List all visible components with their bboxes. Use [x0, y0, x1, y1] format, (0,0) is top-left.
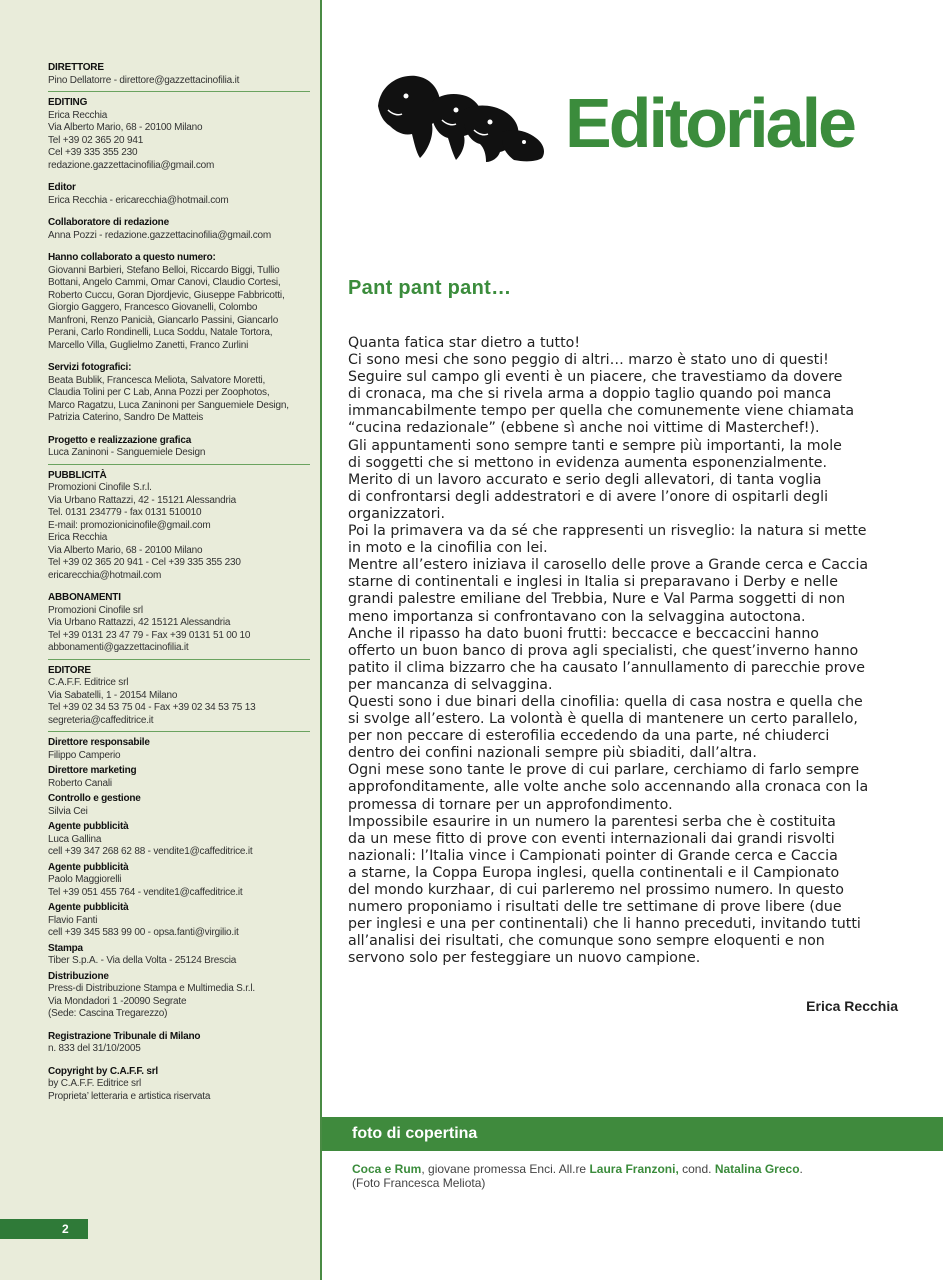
article-line: per inglesi e una per continentali) che li hanno preceduti, invitando tutti: [348, 916, 861, 933]
article-line: starne di continentali e inglesi in Italia si preparavano i Derby e nelle: [348, 574, 838, 591]
cover-photo-bar: foto di copertina: [322, 1117, 943, 1151]
credit-line: Tel +39 02 365 20 941 - Cel +39 335 355 230: [48, 557, 241, 568]
article-subtitle: Pant pant pant…: [348, 277, 512, 299]
article-line: Merito di un lavoro accurato e serio degli allevatori, di tanta voglia: [348, 471, 822, 488]
article-line: Ci sono mesi che sono peggio di altri… marzo è stato uno di questi!: [348, 352, 829, 369]
credit-block: [48, 97, 310, 172]
article-line: promessa di tornare per un approfondimento.: [348, 796, 673, 813]
article-line: del mondo kurzhaar, di cui parleremo nel prossimo numero. In questo: [348, 882, 844, 898]
cover-photo-credit: (Foto Francesca Meliota): [352, 1176, 486, 1190]
credit-heading: Distribuzione: [48, 970, 109, 982]
credit-line: Promozioni Cinofile srl: [48, 604, 143, 616]
credit-heading: PUBBLICITÀ: [48, 469, 107, 481]
article-line: Gli appuntamenti sono sempre tanti e sempre più importanti, la mole: [348, 437, 842, 454]
credit-heading: Controllo e gestione: [48, 793, 141, 804]
section-title: Editoriale: [565, 84, 854, 162]
credit-line: Luca Zaninoni - Sanguemiele Design: [48, 447, 206, 458]
article-line: Seguire sul campo gli eventi è un piacere, che travestiamo da dovere: [348, 369, 843, 386]
credit-line: Marco Ragatzu, Luca Zaninoni per Sanguemiele Design,: [48, 399, 289, 411]
article-line: Poi la primavera va da sé che rappresenti un risveglio: la natura si mette: [348, 523, 867, 540]
credit-line: C.A.F.F. Editrice srl: [48, 677, 129, 688]
credit-block: [48, 821, 310, 859]
hunting-dogs-logo: [368, 66, 548, 164]
credit-line: Cel +39 335 355 230: [48, 147, 138, 158]
credit-line: Via Urbano Rattazzi, 42 15121 Alessandria: [48, 617, 231, 628]
credit-line: Flavio Fanti: [48, 914, 98, 926]
credit-line: Patrizia Caterino, Sandro De Matteis: [48, 412, 204, 423]
article-line: Questi sono i due binari della cinofilia: quella di casa nostra e quella che: [348, 693, 863, 710]
article-line: patito il clima bizzarro che ha causato l’annullamento di parecchie prove: [348, 659, 865, 676]
credit-line: Marcello Villa, Guglielmo Zanetti, Franco Zurlini: [48, 339, 249, 351]
article-line: immancabilmente tempo per quella che comunemente viene chiamata: [348, 403, 855, 420]
cover-dog-name: Coca e Rum: [352, 1162, 422, 1176]
article-line: Impossibile esaurire in un numero la parentesi serba che è costituita: [348, 813, 836, 830]
credit-line: Perani, Carlo Rondinelli, Luca Soddu, Natale Tortora,: [48, 327, 273, 338]
article-line: di soggetti che si mettono in evidenza aumenta esponenzialmente.: [348, 454, 828, 471]
article-line: da un mese fitto di prove con eventi internazionali dai grandi risvolti: [348, 830, 835, 847]
credit-heading: Servizi fotografici:: [48, 362, 132, 373]
credit-line: E-mail: promozionicinofile@gmail.com: [48, 519, 211, 531]
article-line: all’analisi dei risultati, che comunque sono sempre eloquenti e non: [348, 933, 825, 950]
credit-block: [48, 665, 310, 733]
article-line: approfonditamente, alle volte anche solo accennando alla cronaca con la: [348, 779, 869, 796]
article-line: numero proponiamo i risultati delle tre settimane di prove libere (due: [348, 899, 842, 916]
credit-heading: Progetto e realizzazione grafica: [48, 434, 192, 446]
credit-line: Filippo Camperio: [48, 749, 121, 761]
article-line: per non peccare di esterofilia eccedendo da una parte, né chiuderci: [348, 728, 830, 745]
cover-caption-text: cond.: [678, 1162, 715, 1176]
credit-line: Luca Gallina: [48, 833, 102, 845]
credit-heading: ABBONAMENTI: [48, 592, 121, 603]
article-line: di confrontarsi degli addestratori e di avere l’onore di ospitarli degli: [348, 488, 829, 505]
cover-caption-line: [352, 1162, 803, 1176]
article-line: offerto un buon banco di prova agli specialisti, che quest’inverno hanno: [348, 642, 859, 659]
cover-caption-text: .: [799, 1162, 803, 1176]
credit-line: segreteria@caffeditrice.it: [48, 714, 154, 726]
article-line: si svolge all’estero. La volontà è quella di mantenere un certo parallelo,: [348, 711, 858, 728]
credit-heading: Direttore marketing: [48, 765, 137, 776]
credit-line: Claudia Tolini per C Lab, Anna Pozzi per Zoophotos,: [48, 387, 270, 398]
credit-block: [48, 737, 310, 762]
credit-line: Press-di Distribuzione Stampa e Multimedia S.r.l.: [48, 983, 255, 994]
article-line: Mentre all’estero iniziava il carosello delle prove a Grande cerca e Caccia: [348, 557, 869, 574]
credit-line: Via Alberto Mario, 68 - 20100 Milano: [48, 544, 203, 556]
credit-block: [48, 592, 310, 660]
credit-line: Tiber S.p.A. - Via della Volta - 25124 Brescia: [48, 955, 237, 966]
credit-line: Silvia Cei: [48, 805, 88, 817]
cover-caption-text: , giovane promessa Enci. All.re: [421, 1162, 590, 1176]
credit-line: Erica Recchia: [48, 109, 108, 121]
credit-heading: Copyright by C.A.F.F. srl: [48, 1065, 159, 1077]
credit-block: [48, 435, 310, 465]
article-line: nazionali: l’Italia vince i Campionati pointer di Grande cerca e Caccia: [348, 847, 838, 864]
article-line: a starne, la Coppa Europa inglesi, quella continentali e il Campionato: [348, 864, 840, 881]
credit-heading: Direttore responsabile: [48, 737, 150, 748]
article-signature: Erica Recchia: [806, 998, 898, 1014]
credit-block: [48, 793, 310, 818]
credit-block: [48, 1031, 310, 1056]
masthead-credits: [48, 62, 310, 1113]
credit-block: [48, 217, 310, 242]
credit-heading: Agente pubblicità: [48, 821, 129, 832]
credit-heading: Agente pubblicità: [48, 861, 129, 873]
credit-line: Bottani, Angelo Cammi, Omar Canovi, Claudio Cortesi,: [48, 277, 281, 288]
article-line: meno importanza si confrontavano con la selvaggina autoctona.: [348, 608, 806, 625]
masthead-sidebar: [0, 0, 322, 1280]
credit-line: Anna Pozzi - redazione.gazzettacinofilia@gmail.com: [48, 229, 272, 241]
credit-line: cell +39 347 268 62 88 - vendite1@caffeditrice.it: [48, 846, 253, 857]
page-number: 2: [0, 1219, 88, 1239]
credit-block: [48, 943, 310, 968]
credit-line: Tel +39 02 34 53 75 04 - Fax +39 02 34 53 75 13: [48, 702, 256, 713]
article-line: di cronaca, ma che si rivela arma a doppio taglio quando poi manca: [348, 386, 832, 403]
credit-block: [48, 1066, 310, 1104]
credit-line: Via Mondadori 1 -20090 Segrate: [48, 995, 187, 1007]
credit-line: Erica Recchia: [48, 532, 108, 543]
article-line: organizzatori.: [348, 505, 446, 522]
credit-line: redazione.gazzettacinofilia@gmail.com: [48, 159, 215, 171]
credit-heading: Collaboratore di redazione: [48, 217, 169, 228]
credit-block: [48, 62, 310, 92]
credit-block: [48, 862, 310, 900]
article-body: [348, 335, 908, 967]
article-line: “cucina redazionale” (ebbene sì anche noi vittime di Masterchef!).: [348, 420, 820, 437]
article-line: per mancanza di selvaggina.: [348, 676, 553, 693]
article-line: Anche il ripasso ha dato buoni frutti: beccacce e beccaccini hanno: [348, 625, 819, 642]
credit-heading: DIRETTORE: [48, 62, 104, 73]
credit-line: cell +39 345 583 99 00 - opsa.fanti@virgilio.it: [48, 927, 239, 938]
credit-line: Erica Recchia - ericarecchia@hotmail.com: [48, 194, 229, 206]
credit-block: [48, 470, 310, 583]
credit-line: Roberto Cuccu, Goran Djordjevic, Giuseppe Fabbricotti,: [48, 289, 285, 301]
credit-heading: Agente pubblicità: [48, 902, 129, 913]
article-line: dentro dei confini nazionali sempre più sbiaditi, dall’altra.: [348, 745, 757, 762]
credit-line: Manfroni, Renzo Panicià, Giancarlo Passini, Giancarlo: [48, 314, 279, 326]
credit-line: ericarecchia@hotmail.com: [48, 569, 162, 581]
credit-block: [48, 252, 310, 352]
credit-line: Tel +39 051 455 764 - vendite1@caffeditrice.it: [48, 886, 243, 898]
credit-line: by C.A.F.F. Editrice srl: [48, 1078, 141, 1089]
credit-line: Tel. 0131 234779 - fax 0131 510010: [48, 507, 202, 518]
credit-block: [48, 362, 310, 425]
credit-line: Pino Dellatorre - direttore@gazzettacinofilia.it: [48, 74, 240, 86]
article-line: in moto e la cinofilia con lei.: [348, 540, 548, 557]
credit-line: Tel +39 02 365 20 941: [48, 134, 144, 146]
credit-line: Via Alberto Mario, 68 - 20100 Milano: [48, 122, 203, 133]
credit-line: (Sede: Cascina Tregarezzo): [48, 1008, 168, 1019]
article-line: grandi palestre emiliane del Trebbia, Nure e Val Parma soggetti di non: [348, 591, 846, 608]
credit-line: Roberto Canali: [48, 777, 112, 789]
credit-heading: Stampa: [48, 942, 83, 954]
credit-line: Promozioni Cinofile S.r.l.: [48, 482, 152, 493]
credit-line: Giorgio Gaggero, Francesco Giovanelli, Colombo: [48, 302, 258, 313]
credit-line: abbonamenti@gazzettacinofilia.it: [48, 642, 189, 653]
credit-block: [48, 765, 310, 790]
credit-block: [48, 902, 310, 940]
credit-line: Paolo Maggiorelli: [48, 874, 122, 885]
credit-line: Via Urbano Rattazzi, 42 - 15121 Alessandria: [48, 494, 237, 506]
credit-heading: Editor: [48, 182, 76, 193]
credit-line: Beata Bublik, Francesca Meliota, Salvatore Moretti,: [48, 374, 266, 386]
credit-block: [48, 182, 310, 207]
cover-caption: [352, 1162, 803, 1190]
credit-block: [48, 971, 310, 1021]
article-line: Ogni mese sono tante le prove di cui parlare, cerchiamo di farlo sempre: [348, 762, 860, 779]
cover-breeder: Laura Franzoni,: [589, 1162, 679, 1176]
credit-line: Tel +39 0131 23 47 79 - Fax +39 0131 51 00 10: [48, 629, 251, 641]
article-line: servono solo per festeggiare un nuovo campione.: [348, 950, 701, 967]
cover-handler: Natalina Greco: [714, 1162, 800, 1176]
credit-line: Via Sabatelli, 1 - 20154 Milano: [48, 689, 178, 701]
credit-line: n. 833 del 31/10/2005: [48, 1043, 141, 1054]
credit-heading: Hanno collaborato a questo numero:: [48, 252, 216, 263]
credit-heading: EDITORE: [48, 664, 91, 676]
credit-heading: Registrazione Tribunale di Milano: [48, 1030, 201, 1042]
credit-heading: EDITING: [48, 97, 88, 108]
credit-line: Proprieta’ letteraria e artistica riservata: [48, 1090, 211, 1102]
credit-line: Giovanni Barbieri, Stefano Belloi, Riccardo Biggi, Tullio: [48, 264, 280, 276]
article-line: Quanta fatica star dietro a tutto!: [348, 335, 581, 351]
